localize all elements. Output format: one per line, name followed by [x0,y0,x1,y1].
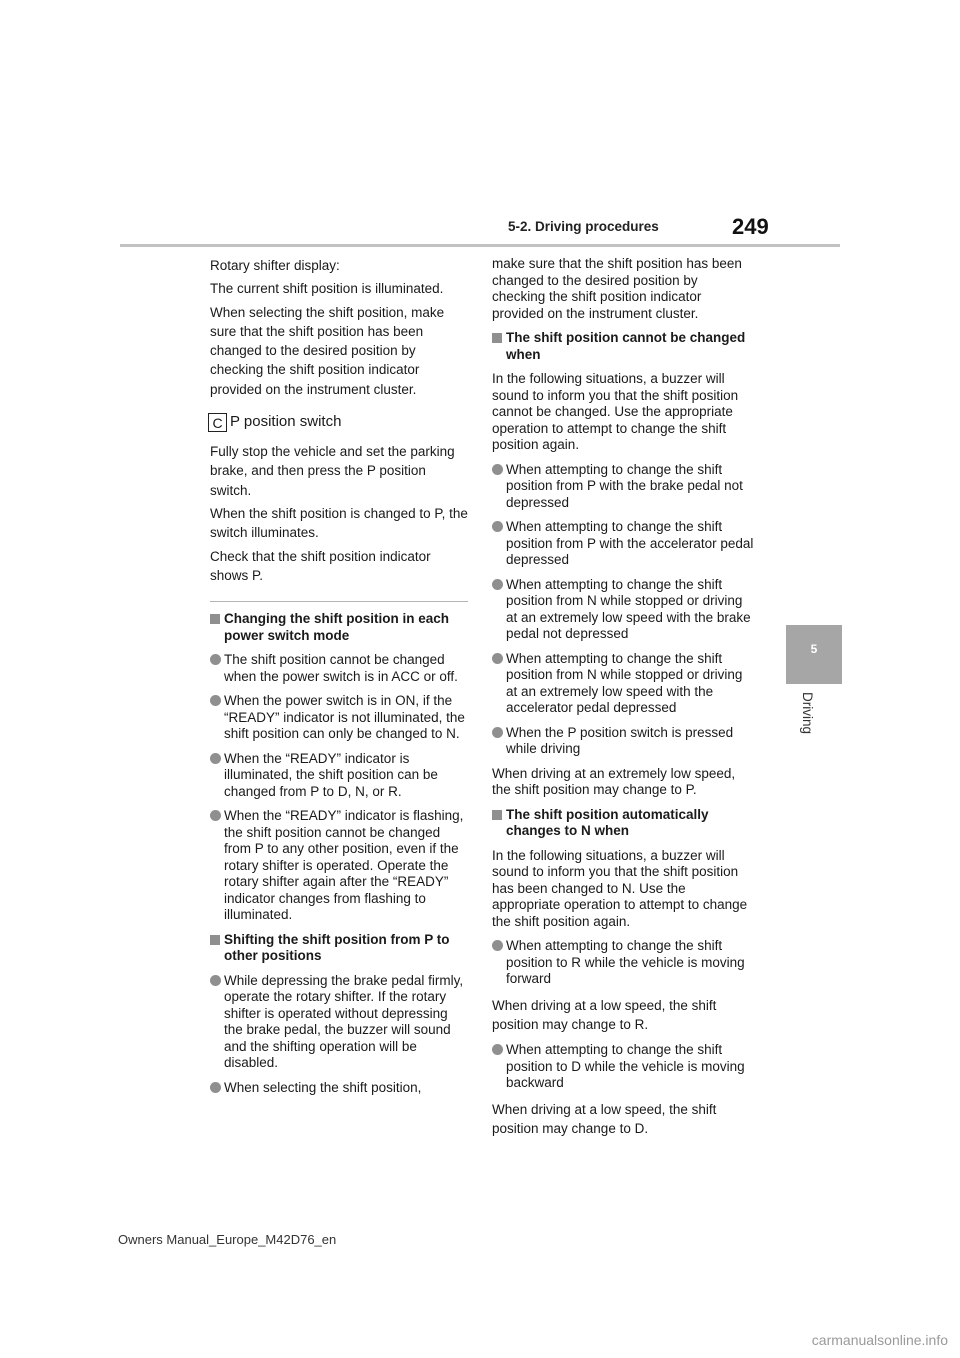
list-item: When attempting to change the shift position from N while stopped or driving at an extremely low speed with the brake pedal not depressed [492,577,754,643]
section-note: When driving at a low speed, the shift position may change to D. [492,1101,717,1136]
section-note: When driving at a low speed, the shift position may change to R. [492,997,717,1032]
section-divider [210,601,468,602]
list-item: When attempting to change the shift position from P with the brake pedal not depressed [492,462,754,512]
list-item: When attempting to change the shift position to R while the vehicle is moving forward [492,938,754,988]
bullet-dot-icon [210,695,221,706]
section-title: 5-2. Driving procedures [508,219,659,234]
p-switch-title [208,413,468,432]
bullet-dot-icon [210,1082,221,1093]
chapter-tab[interactable] [786,625,842,684]
callout-c-icon: C [208,413,227,432]
right-column [492,256,754,1138]
bullet-dot-icon [492,521,503,532]
list-item: When attempting to change the shift position from N while stopped or driving at an extremely low speed with the accelerator pedal depressed [492,651,754,717]
display-label: Rotary shifter display: [210,258,340,273]
section-note: When driving at an extremely low speed, the shift position may change to P. [492,765,736,797]
list-item: When selecting the shift position, [210,1080,468,1097]
section-intro: In the following situations, a buzzer will sound to inform you that the shift position has been changed to N. Use the appropriate operation to attempt to change the shift position again. [492,847,748,929]
list-item: When attempting to change the shift position from P with the accelerator pedal depressed [492,519,754,569]
list-item: When the “READY” indicator is flashing, the shift position cannot be changed from P to any other position, even if the rotary shifter is operated. Operate the rotary shifter again after the “READY” indicator changes from flashing to illuminated. [210,808,468,924]
square-bullet-icon [492,810,502,820]
section-heading: The shift position automatically changes to N when [492,807,754,840]
bullet-dot-icon [210,975,221,986]
list-item: While depressing the brake pedal firmly, operate the rotary shifter. If the rotary shifter is operated without depressing the brake pedal, the buzzer will sound and the shifting operation will be disabled. [210,973,468,1072]
square-bullet-icon [210,614,220,624]
bullet-dot-icon [492,579,503,590]
header-divider [120,244,840,247]
list-item: The shift position cannot be changed when the power switch is in ACC or off. [210,652,468,685]
bullet-dot-icon [210,810,221,821]
bullet-dot-icon [492,653,503,664]
section-intro: In the following situations, a buzzer will sound to inform you that the shift position cannot be changed. Use the appropriate operation to attempt to change the shift position again. [492,371,739,452]
section-heading: Changing the shift position in each power switch mode [210,611,468,644]
bullet-dot-icon [492,727,503,738]
manual-id: Owners Manual_Europe_M42D76_en [118,1232,337,1247]
list-item: When the P position switch is pressed while driving [492,725,754,758]
bullet-dot-icon [492,464,503,475]
p-switch-text: Fully stop the vehicle and set the parking brake, and then press the P position switch. [210,444,455,498]
square-bullet-icon [210,935,220,945]
p-switch-text: Check that the shift position indicator shows P. [210,548,431,583]
list-item: When attempting to change the shift position to D while the vehicle is moving backward [492,1042,754,1092]
left-column [210,256,468,1104]
chapter-label: Driving [800,692,815,735]
display-text: The current shift position is illuminated. [210,281,444,297]
display-note: When selecting the shift position, make sure that the shift position has been changed to the desired position by checking the shift position indicator provided on the instrument cluster. [210,304,445,397]
chapter-number: 5 [810,642,818,656]
section-heading: Shifting the shift position from P to other positions [210,932,468,965]
watermark: carmanualsonline.info [811,1332,948,1348]
page-number: 249 [732,214,769,239]
continued-text: make sure that the shift position has been changed to the desired position by checking the shift position indicator provided on the instrument cluster. [492,256,742,321]
bullet-dot-icon [210,654,221,665]
bullet-dot-icon [492,940,503,951]
list-item: When the power switch is in ON, if the “READY” indicator is not illuminated, the shift position can only be changed to N. [210,693,468,743]
p-switch-text: When the shift position is changed to P, the switch illuminates. [210,505,468,541]
list-item: When the “READY” indicator is illuminated, the shift position can be changed from P to D, N, or R. [210,751,468,801]
section-heading: The shift position cannot be changed when [492,330,754,363]
p-switch-title-text: P position switch [230,413,342,431]
bullet-dot-icon [210,753,221,764]
bullet-dot-icon [492,1044,503,1055]
square-bullet-icon [492,333,502,343]
